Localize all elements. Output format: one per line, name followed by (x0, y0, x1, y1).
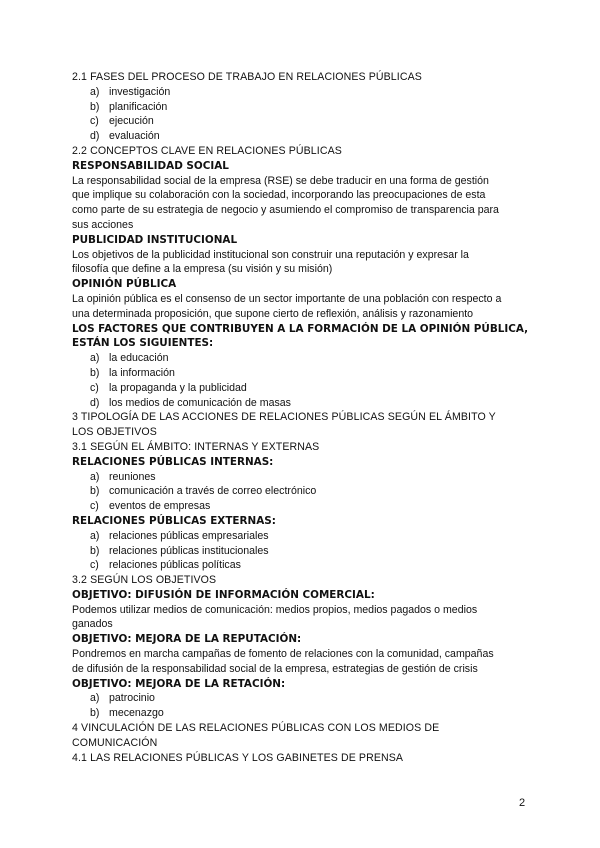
list-item (72, 85, 532, 100)
list-marker: c) (90, 500, 99, 513)
section-heading: 2.1 FASES DEL PROCESO DE TRABAJO EN RELACIONES PÚBLICAS (72, 71, 422, 83)
paragraph-line: de difusión de la responsabilidad social de la empresa, estrategias de gestión de crisis (72, 662, 478, 675)
list-item (72, 558, 532, 573)
list-item (72, 100, 532, 115)
list-item-text: los medios de comunicación de masas (109, 396, 291, 409)
list-marker: c) (90, 381, 99, 394)
list-item (72, 706, 532, 721)
section-heading: 4.1 LAS RELACIONES PÚBLICAS Y LOS GABINETES DE PRENSA (72, 751, 404, 764)
list-item-text: planificación (109, 100, 168, 113)
list-marker: d) (90, 396, 100, 409)
list-item-text: relaciones públicas institucionales (109, 544, 269, 557)
section-heading: COMUNICACIÓN (72, 736, 158, 749)
paragraph-line: Pondremos en marcha campañas de fomento de relaciones con la comunidad, campañas (72, 648, 494, 661)
paragraph-line: filosofía que define a la empresa (su visión y su misión) (72, 263, 333, 276)
paragraph-line: La opinión pública es el consenso de un sector importante de una población con respecto a (72, 292, 502, 305)
list-item-text: la educación (109, 352, 169, 365)
bold-heading: RELACIONES PÚBLICAS INTERNAS: (72, 455, 274, 468)
list-marker: a) (90, 470, 100, 483)
bold-heading: OBJETIVO: MEJORA DE LA REPUTACIÓN: (72, 633, 302, 646)
list-item (72, 470, 532, 485)
list-item-text: mecenazgo (109, 707, 164, 720)
list-item (72, 499, 532, 514)
paragraph-line: que implique su colaboración con la sociedad, incorporando las preocupaciones de esta (72, 189, 486, 202)
list-item-text: la propaganda y la publicidad (109, 381, 247, 394)
paragraph-line: como parte de su estrategia de negocio y asumiendo el compromiso de transparencia para (72, 204, 499, 217)
list-item-text: eventos de empresas (109, 500, 211, 513)
list-item (72, 129, 532, 144)
list-marker: d) (90, 130, 100, 143)
list-item (72, 351, 532, 366)
list-item-text: reuniones (109, 470, 156, 483)
bold-heading: ESTÁN LOS SIGUIENTES: (72, 337, 214, 350)
paragraph-line: Podemos utilizar medios de comunicación: medios propios, medios pagados o medios (72, 603, 478, 616)
list-marker: a) (90, 352, 100, 365)
bold-heading: RELACIONES PÚBLICAS EXTERNAS: (72, 514, 276, 527)
list-marker: b) (90, 366, 100, 379)
list-item-text: relaciones públicas empresariales (109, 529, 269, 542)
paragraph-line: La responsabilidad social de la empresa (RSE) se debe traducir en una forma de gestión (72, 174, 489, 187)
list-marker: b) (90, 544, 100, 557)
list-item-text: patrocinio (109, 692, 155, 705)
list-item (72, 529, 532, 544)
list-item-text: relaciones públicas políticas (109, 559, 241, 572)
paragraph-line: sus acciones (72, 218, 134, 231)
list-item (72, 396, 532, 411)
paragraph-line: una determinada proposición, que supone cierto de reflexión, análisis y razonamiento (72, 307, 474, 320)
section-heading: 2.2 CONCEPTOS CLAVE EN RELACIONES PÚBLICAS (72, 144, 342, 157)
list-item-text: investigación (109, 85, 171, 98)
list-item-text: ejecución (109, 115, 154, 128)
list-item-text: la información (109, 366, 175, 379)
list-marker: a) (90, 692, 100, 705)
list-marker: b) (90, 485, 100, 498)
section-heading: 4 VINCULACIÓN DE LAS RELACIONES PÚBLICAS CON LOS MEDIOS DE (72, 722, 440, 735)
list-marker: a) (90, 85, 100, 98)
list-item (72, 381, 532, 396)
paragraph-line: ganados (72, 618, 113, 631)
section-heading: 3.2 SEGÚN LOS OBJETIVOS (72, 574, 217, 587)
list-item (72, 691, 532, 706)
section-heading: LOS OBJETIVOS (72, 426, 157, 439)
section-heading: 3 TIPOLOGÍA DE LAS ACCIONES DE RELACIONES PÚBLICAS SEGÚN EL ÁMBITO Y (72, 411, 496, 424)
bold-heading: OBJETIVO: MEJORA DE LA RETACIÓN: (72, 677, 286, 690)
bold-heading: OBJETIVO: DIFUSIÓN DE INFORMACIÓN COMERCIAL: (72, 588, 375, 601)
list-item (72, 366, 532, 381)
page-content (72, 70, 532, 765)
list-marker: b) (90, 707, 100, 720)
list-item (72, 484, 532, 499)
list-item-text: comunicación a través de correo electrónico (109, 485, 317, 498)
bold-heading: OPINIÓN PÚBLICA (72, 278, 177, 291)
bold-heading: PUBLICIDAD INSTITUCIONAL (72, 233, 238, 246)
list-item-text: evaluación (109, 130, 160, 143)
paragraph-line: Los objetivos de la publicidad institucional son construir una reputación y expresar la (72, 248, 469, 261)
list-item (72, 544, 532, 559)
list-item (72, 114, 532, 129)
page-number: 2 (519, 797, 526, 809)
list-marker: c) (90, 115, 99, 128)
bold-heading: RESPONSABILIDAD SOCIAL (72, 159, 229, 172)
list-marker: b) (90, 100, 100, 113)
list-marker: c) (90, 559, 99, 572)
section-heading: 3.1 SEGÚN EL ÁMBITO: INTERNAS Y EXTERNAS (72, 440, 320, 453)
list-marker: a) (90, 529, 100, 542)
bold-heading: LOS FACTORES QUE CONTRIBUYEN A LA FORMACIÓN DE LA OPINIÓN PÚBLICA, (72, 322, 529, 335)
